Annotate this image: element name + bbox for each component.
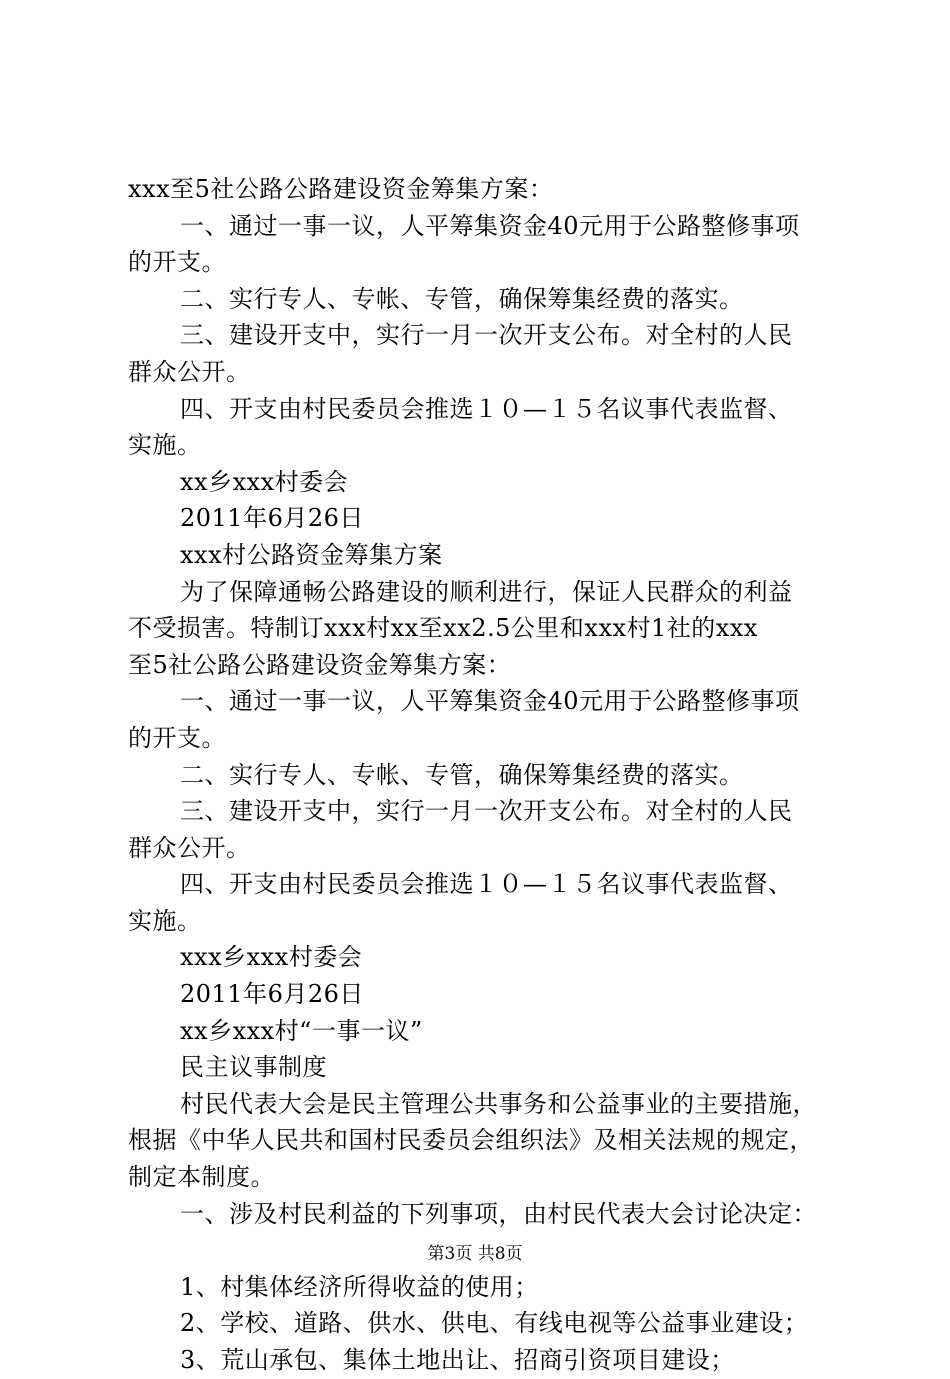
text-line: 的开支。 xyxy=(128,723,226,752)
section-title: 民主议事制度 xyxy=(180,1053,327,1082)
document-body xyxy=(128,171,828,1379)
text-line: 一、通过一事一议，人平筹集资金40元用于公路整修事项 xyxy=(180,211,800,240)
text-line: 一、通过一事一议，人平筹集资金40元用于公路整修事项 xyxy=(180,687,800,716)
text-line: 根据《中华人民共和国村民委员会组织法》及相关法规的规定， xyxy=(128,1126,814,1155)
list-item: 2、学校、道路、供水、供电、有线电视等公益事业建设； xyxy=(180,1309,809,1338)
text-line: 四、开支由村民委员会推选１０—１５名议事代表监督、 xyxy=(180,394,793,423)
text-line: 一、涉及村民利益的下列事项，由村民代表大会讨论决定： xyxy=(180,1199,817,1228)
list-item: 3、荒山承包、集体土地出让、招商引资项目建设； xyxy=(180,1346,735,1374)
date-line: 2011年6月26日 xyxy=(180,504,364,533)
text-line: 三、建设开支中，实行一月一次开支公布。对全村的人民 xyxy=(180,321,793,350)
text-line: 四、开支由村民委员会推选１０—１５名议事代表监督、 xyxy=(180,870,793,899)
section-title: xx乡xxx村“一事一议” xyxy=(180,1016,423,1045)
text-line: 群众公开。 xyxy=(128,357,251,386)
text-line: 实施。 xyxy=(128,431,202,460)
page-footer xyxy=(0,1242,950,1266)
text-line: 二、实行专人、专帐、专管，确保筹集经费的落实。 xyxy=(180,760,744,789)
text-line: 村民代表大会是民主管理公共事务和公益事业的主要措施， xyxy=(180,1089,817,1118)
text-line: 群众公开。 xyxy=(128,833,251,862)
page-number-label: 第3页 共8页 xyxy=(427,1244,523,1264)
date-line: 2011年6月26日 xyxy=(180,980,364,1009)
signature-line: xx乡xxx村委会 xyxy=(180,467,349,496)
text-line: 至5社公路公路建设资金筹集方案： xyxy=(128,650,512,679)
section-title: xxx村公路资金筹集方案 xyxy=(180,540,443,569)
text-line: 制定本制度。 xyxy=(128,1163,275,1192)
text-line: 实施。 xyxy=(128,906,202,935)
list-item: 1、村集体经济所得收益的使用； xyxy=(180,1272,539,1301)
text-line: 为了保障通畅公路建设的顺利进行，保证人民群众的利益 xyxy=(180,577,793,606)
text-line: 二、实行专人、专帐、专管，确保筹集经费的落实。 xyxy=(180,284,744,313)
text-line: 的开支。 xyxy=(128,248,226,277)
text-line: 三、建设开支中，实行一月一次开支公布。对全村的人民 xyxy=(180,797,793,826)
signature-line: xxx乡xxx村委会 xyxy=(180,943,363,972)
text-line: 不受损害。特制订xxx村xx至xx2.5公里和xxx村1社的xxx xyxy=(128,614,758,643)
text-line: xxx至5社公路公路建设资金筹集方案： xyxy=(128,175,554,203)
